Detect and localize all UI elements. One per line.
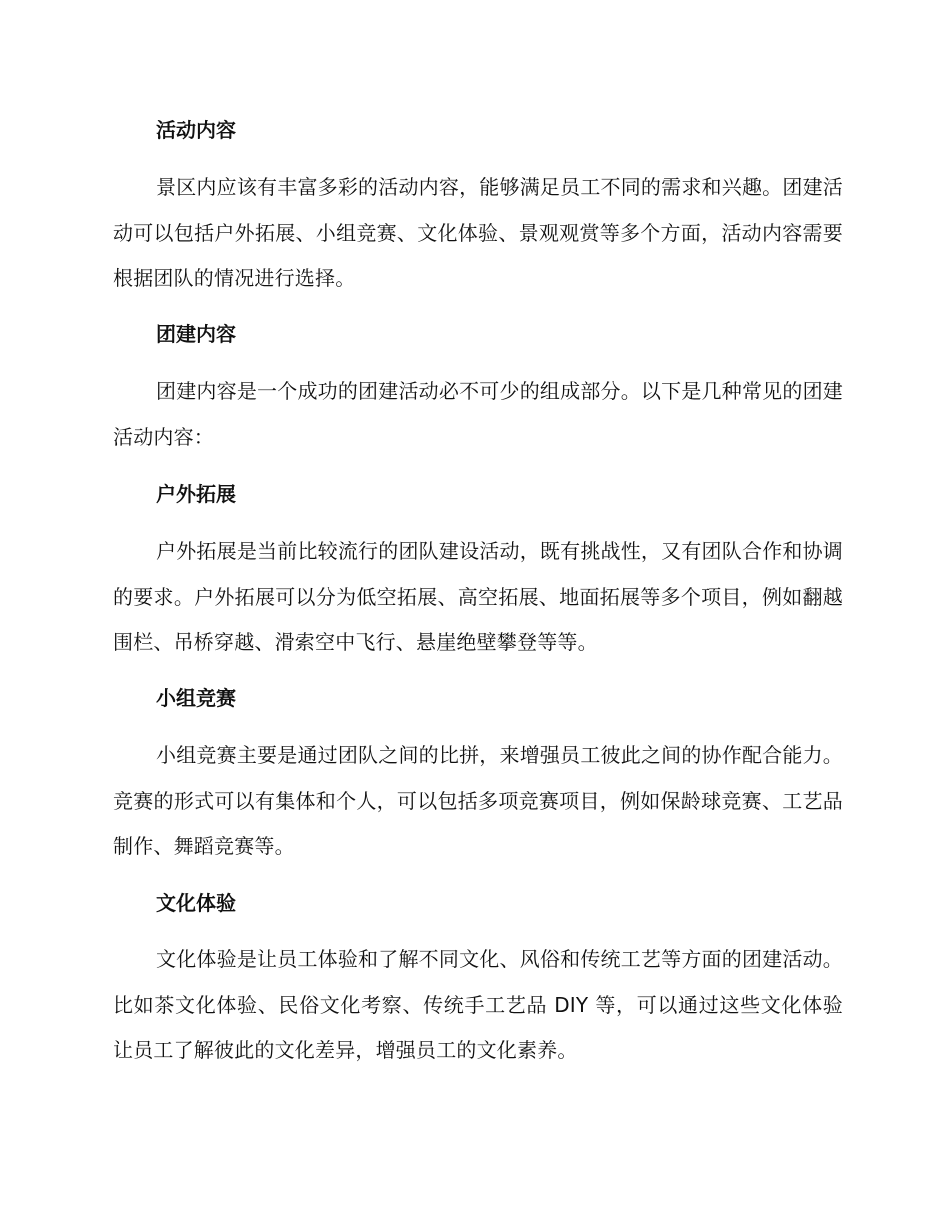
section-heading-outdoor-training: 户外拓展 [156, 482, 236, 506]
section-heading-teambuilding-content: 团建内容 [156, 322, 236, 346]
section-paragraph-cultural-experience: 文化体验是让员工体验和了解不同文化、风俗和传统工艺等方面的团建活动。比如茶文化体验、民俗文化考察、传统手工艺品 DIY 等，可以通过这些文化体验让员工了解彼此的文化差异，增强员工的文化素养。 [113, 947, 843, 1062]
section-heading-activity-content: 活动内容 [156, 118, 236, 142]
section-heading-group-competition: 小组竞赛 [156, 686, 236, 710]
section-paragraph-group-competition: 小组竞赛主要是通过团队之间的比拼，来增强员工彼此之间的协作配合能力。竞赛的形式可以有集体和个人，可以包括多项竞赛项目，例如保龄球竞赛、工艺品制作、舞蹈竞赛等。 [113, 743, 843, 858]
section-paragraph-teambuilding-content: 团建内容是一个成功的团建活动必不可少的组成部分。以下是几种常见的团建活动内容： [113, 379, 843, 449]
section-heading-cultural-experience: 文化体验 [156, 891, 236, 915]
section-paragraph-activity-content: 景区内应该有丰富多彩的活动内容，能够满足员工不同的需求和兴趣。团建活动可以包括户外拓展、小组竞赛、文化体验、景观观赏等多个方面，活动内容需要根据团队的情况进行选择。 [113, 175, 843, 290]
section-paragraph-outdoor-training: 户外拓展是当前比较流行的团队建设活动，既有挑战性，又有团队合作和协调的要求。户外拓展可以分为低空拓展、高空拓展、地面拓展等多个项目，例如翻越围栏、吊桥穿越、滑索空中飞行、悬崖绝壁攀登等等。 [113, 539, 843, 654]
